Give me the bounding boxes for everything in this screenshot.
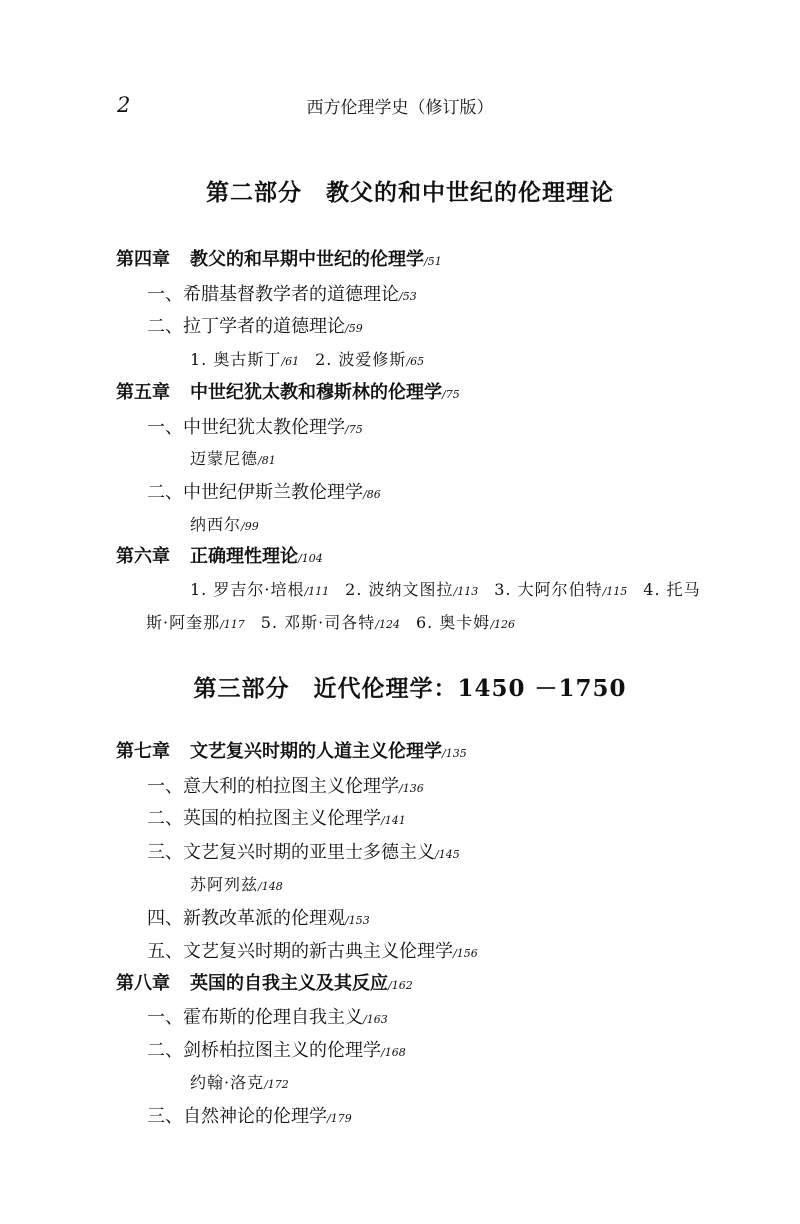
page-ref: /135 <box>442 747 467 760</box>
page-ref: /148 <box>258 880 283 893</box>
running-title: 西方伦理学史（修订版） <box>306 98 494 118</box>
toc-section[interactable] <box>147 804 406 830</box>
part-heading-3: 第三部分 近代伦理学：1450 －1750 <box>193 675 627 702</box>
chapter-title: 文艺复兴时期的人道主义伦理学 <box>190 741 442 762</box>
toc-subentry[interactable]: 苏阿列兹/148 <box>190 875 283 894</box>
section-title: 四、新教改革派的伦理观 <box>147 908 345 929</box>
page-ref: /141 <box>381 814 406 827</box>
page-ref: /75 <box>345 423 363 436</box>
page-ref: /81 <box>258 454 276 467</box>
toc-subentry[interactable]: 约翰·洛克/172 <box>190 1073 289 1092</box>
toc-subentry[interactable]: 2. 波纳文图拉/113 <box>345 580 479 599</box>
toc-chapter-8[interactable] <box>116 969 413 995</box>
toc-section[interactable] <box>147 312 363 338</box>
section-title: 五、文艺复兴时期的新古典主义伦理学 <box>147 941 453 962</box>
page-number: 2 <box>117 93 131 117</box>
section-title: 三、自然神论的伦理学 <box>147 1106 327 1127</box>
page-ref: /75 <box>442 388 460 401</box>
toc-chapter-7[interactable] <box>116 737 467 763</box>
toc-subentry[interactable]: 5. 邓斯·司各特/124 <box>260 613 400 632</box>
section-title: 二、中世纪伊斯兰教伦理学 <box>147 482 363 503</box>
chapter-title: 中世纪犹太教和穆斯林的伦理学 <box>190 382 442 403</box>
toc-subentry[interactable]: 2. 波爱修斯/65 <box>315 350 425 369</box>
toc-section[interactable] <box>147 937 478 963</box>
toc-chapter-5[interactable] <box>116 378 460 404</box>
toc-section[interactable] <box>147 280 417 306</box>
toc-subentry[interactable]: 1. 罗吉尔·培根/111 <box>190 580 330 599</box>
chapter-title: 正确理性理论 <box>190 546 298 567</box>
chapter-number: 第八章 <box>116 973 170 994</box>
toc-subentry[interactable]: 6. 奥卡姆/126 <box>415 613 516 632</box>
part-heading-2: 第二部分 教父的和中世纪的伦理理论 <box>206 179 614 206</box>
section-title: 二、英国的柏拉图主义伦理学 <box>147 808 381 829</box>
toc-section[interactable] <box>147 413 363 439</box>
toc-subentry[interactable]: 纳西尔/99 <box>190 515 259 534</box>
section-title: 一、霍布斯的伦理自我主义 <box>147 1007 363 1028</box>
toc-section[interactable] <box>147 1102 352 1128</box>
section-title: 一、中世纪犹太教伦理学 <box>147 417 345 438</box>
toc-subentry[interactable]: 1. 奥古斯丁/61 <box>190 350 300 369</box>
section-title: 三、文艺复兴时期的亚里士多德主义 <box>147 842 435 863</box>
toc-subentry[interactable]: 斯·阿奎那/117 <box>146 613 245 632</box>
page-ref: /53 <box>399 290 417 303</box>
page-ref: /156 <box>453 947 478 960</box>
toc-subentry[interactable]: 迈蒙尼德/81 <box>190 449 276 468</box>
toc-section[interactable] <box>147 478 381 504</box>
page-ref: /162 <box>388 979 413 992</box>
chapter-number: 第五章 <box>116 382 170 403</box>
toc-subentry[interactable]: 4. 托马 <box>643 580 701 599</box>
page-ref: /163 <box>363 1013 388 1026</box>
chapter-number: 第六章 <box>116 546 170 567</box>
page-ref: /179 <box>327 1112 352 1125</box>
page-ref: /51 <box>424 255 442 268</box>
section-title: 二、剑桥柏拉图主义的伦理学 <box>147 1040 381 1061</box>
section-title: 一、意大利的柏拉图主义伦理学 <box>147 776 399 797</box>
toc-subentry[interactable]: 3. 大阿尔伯特/115 <box>494 580 628 599</box>
toc-subentries <box>146 610 515 633</box>
toc-section[interactable] <box>147 772 424 798</box>
toc-subentries <box>190 577 701 600</box>
page-ref: /153 <box>345 914 370 927</box>
page-ref: /168 <box>381 1046 406 1059</box>
page-ref: /136 <box>399 782 424 795</box>
chapter-title: 教父的和早期中世纪的伦理学 <box>190 249 424 270</box>
section-title: 二、拉丁学者的道德理论 <box>147 316 345 337</box>
page-ref: /145 <box>435 848 460 861</box>
toc-chapter-4[interactable] <box>116 245 442 271</box>
chapter-title: 英国的自我主义及其反应 <box>190 973 388 994</box>
page-ref: /172 <box>264 1078 289 1091</box>
page-ref: /59 <box>345 322 363 335</box>
toc-subentries <box>190 347 424 370</box>
toc-section[interactable] <box>147 904 370 930</box>
section-title: 一、希腊基督教学者的道德理论 <box>147 284 399 305</box>
toc-chapter-6[interactable] <box>116 542 323 568</box>
page-ref: /99 <box>241 520 259 533</box>
toc-section[interactable] <box>147 1003 388 1029</box>
toc-section[interactable] <box>147 1036 406 1062</box>
page-ref: /86 <box>363 488 381 501</box>
chapter-number: 第四章 <box>116 249 170 270</box>
chapter-number: 第七章 <box>116 741 170 762</box>
toc-section[interactable] <box>147 838 460 864</box>
page-ref: /104 <box>298 552 323 565</box>
